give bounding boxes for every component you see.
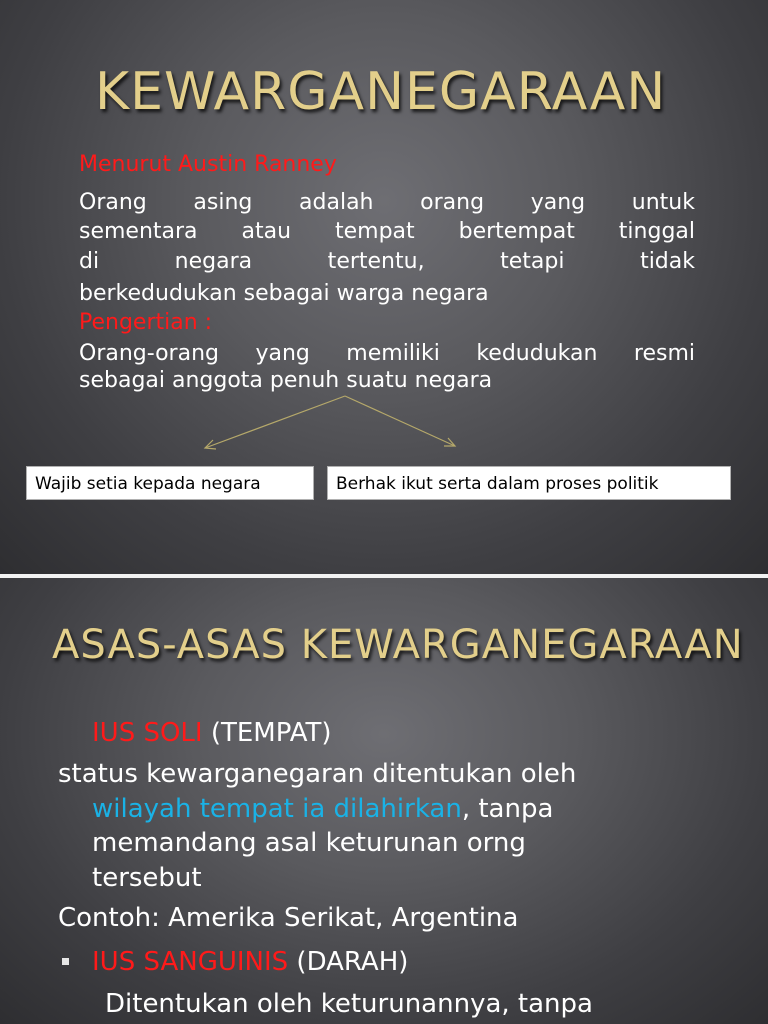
- item2-line1: Ditentukan oleh keturunannya, tanpa: [105, 989, 593, 1019]
- item1-line2-rest: , tanpa: [461, 794, 554, 824]
- wilayah-highlight: wilayah tempat ia dilahirkan: [92, 794, 462, 824]
- item1-line1: status kewarganegaran ditentukan oleh: [58, 759, 577, 789]
- para2-line2: sebagai anggota penuh suatu negara: [79, 368, 493, 393]
- item1-line4: tersebut: [92, 863, 202, 893]
- arrow-left-line: [205, 396, 345, 448]
- para2-line1: Orang-orang yang memiliki kedudukan resmi: [79, 341, 695, 366]
- example-line: Contoh: Amerika Serikat, Argentina: [58, 903, 519, 933]
- pengertian-heading: Pengertian :: [79, 310, 213, 335]
- para1-line4: berkedudukan sebagai warga negara: [79, 281, 489, 306]
- para1-line1: Orang asing adalah orang yang untuk: [79, 190, 695, 215]
- arrow-right-line: [345, 396, 455, 446]
- box-wajib-setia: Wajib setia kepada negara: [26, 466, 314, 500]
- slide2-title: ASAS-ASAS KEWARGANEGARAAN: [52, 622, 744, 668]
- bullet-icon: [62, 958, 69, 965]
- box-berhak-ikut-serta: Berhak ikut serta dalam proses politik: [327, 466, 731, 500]
- ius-sanguinis-suffix: (DARAH): [288, 947, 409, 977]
- ius-sanguinis-term: IUS SANGUINIS: [92, 947, 289, 977]
- item1-line3: memandang asal keturunan orng: [92, 828, 526, 858]
- item1-line2: [92, 792, 553, 826]
- austin-ranney-heading: Menurut Austin Ranney: [79, 152, 337, 177]
- ius-soli-term: IUS SOLI: [92, 718, 203, 748]
- item2-heading: [92, 945, 408, 979]
- para1-line3: di negara tertentu, tetapi tidak: [79, 249, 695, 274]
- ius-soli-suffix: (TEMPAT): [202, 718, 332, 748]
- slide1-title: KEWARGANEGARAAN: [95, 62, 667, 122]
- item1-heading: [92, 716, 332, 750]
- para1-line2: sementara atau tempat bertempat tinggal: [79, 219, 695, 244]
